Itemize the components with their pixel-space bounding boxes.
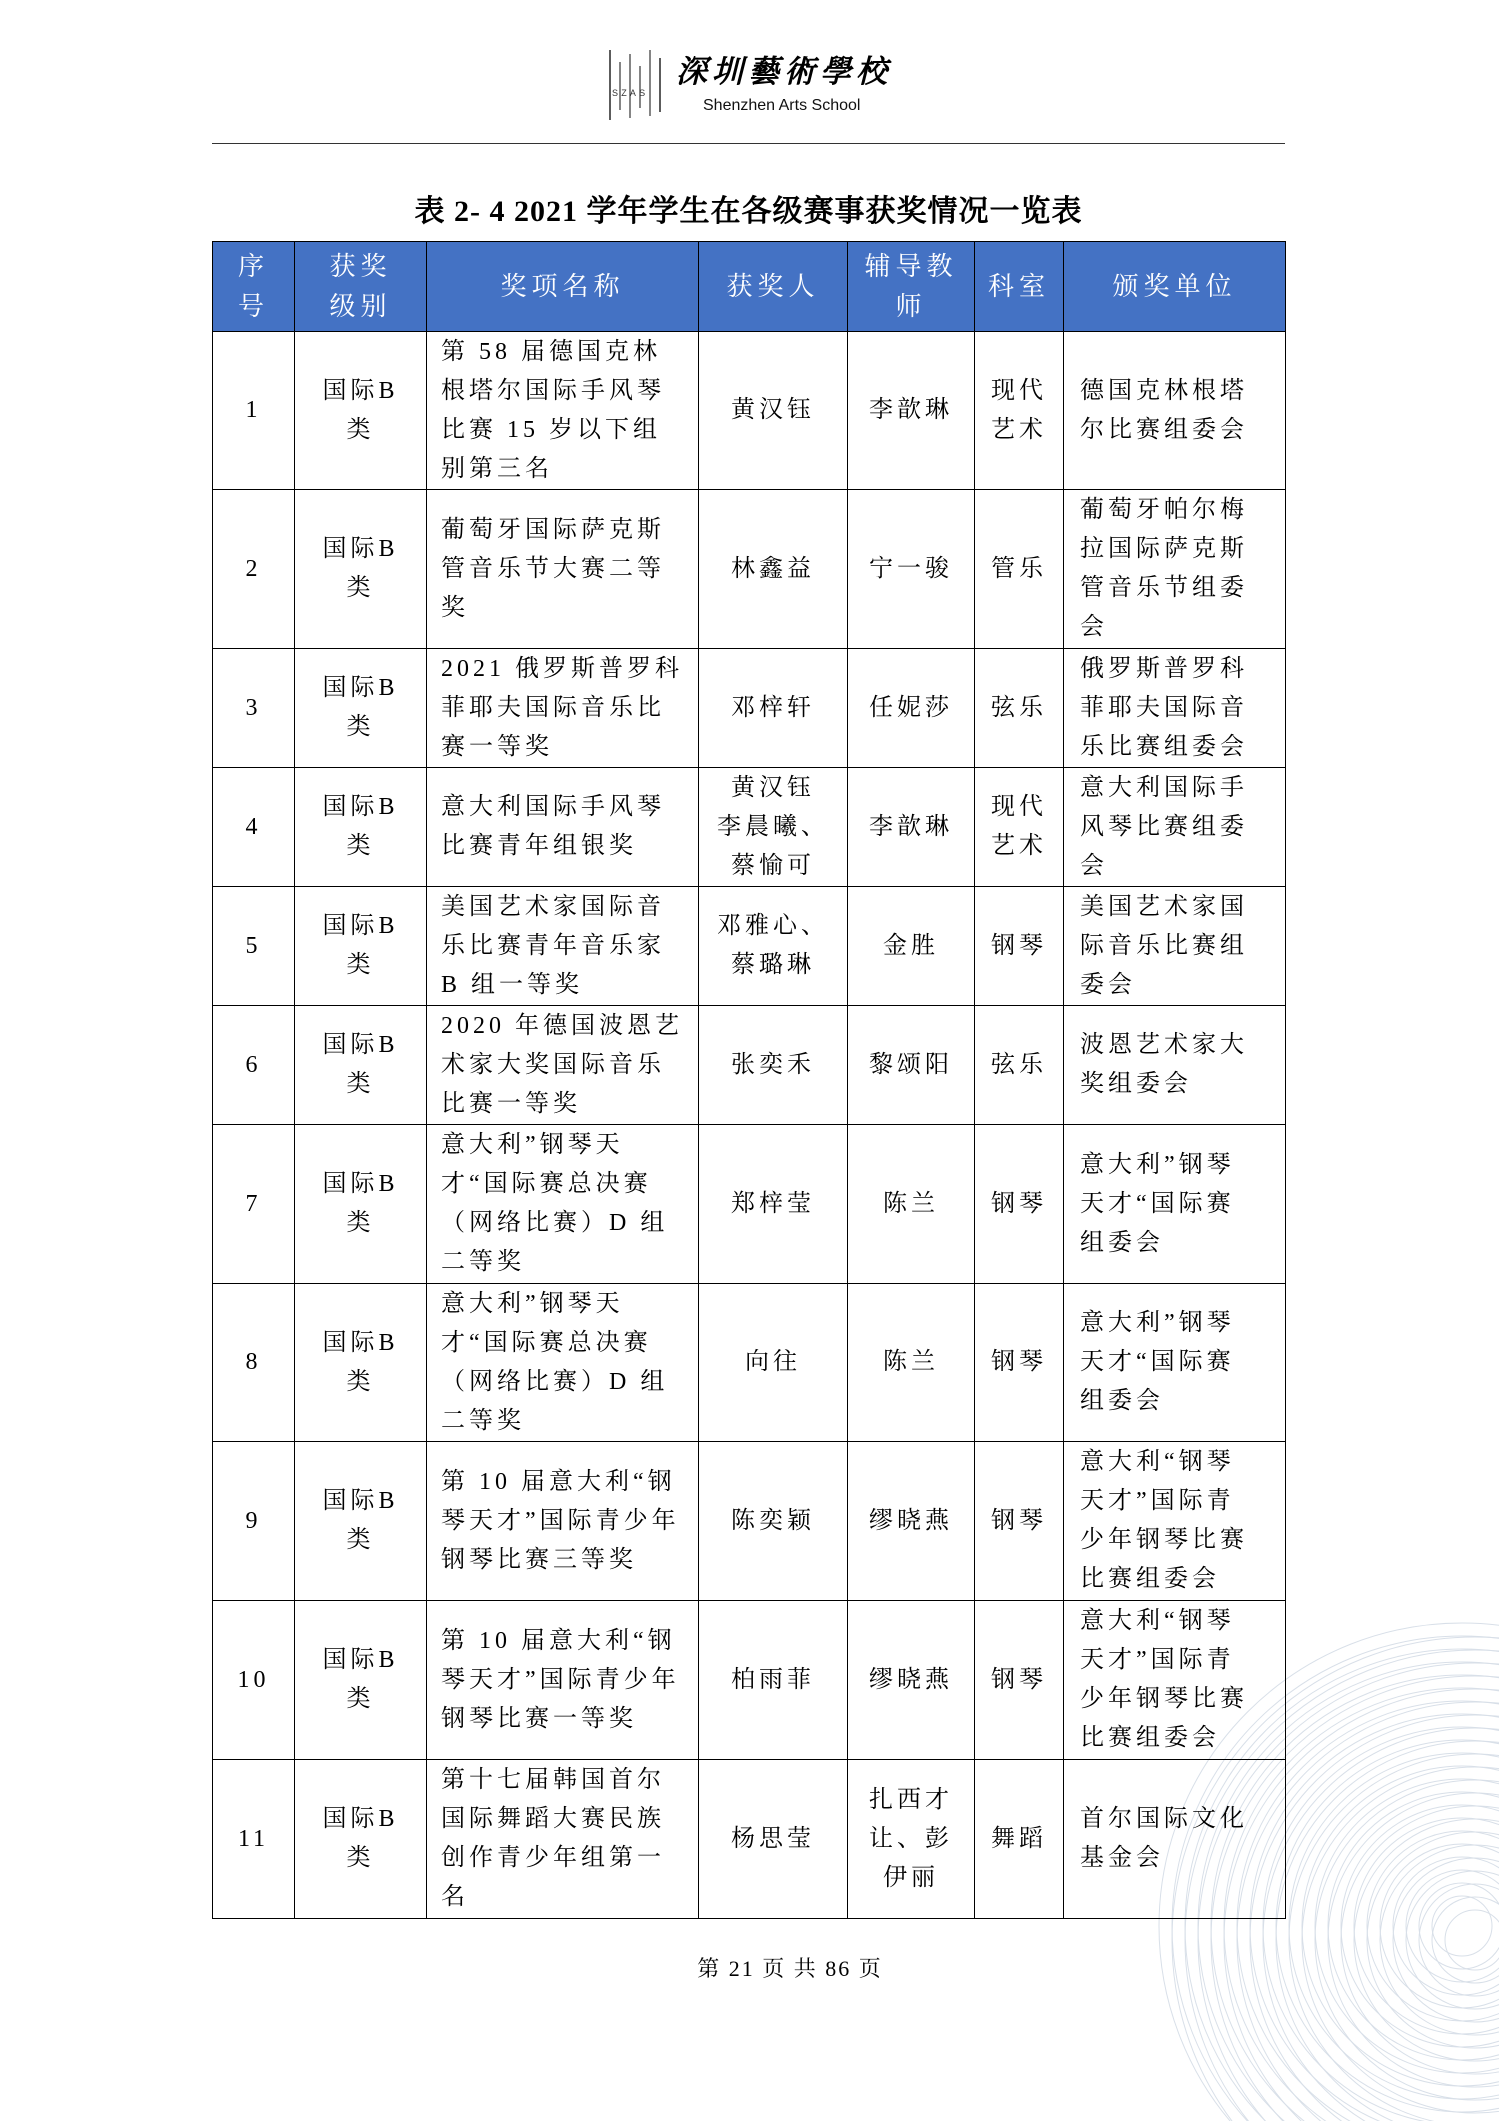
issuing-body: 德国克林根塔尔比赛组委会 bbox=[1064, 332, 1286, 490]
award-level: 国际B类 bbox=[295, 1125, 427, 1284]
department: 管乐 bbox=[975, 490, 1064, 649]
teacher-name: 李歆琳 bbox=[848, 768, 975, 887]
issuing-body: 首尔国际文化基金会 bbox=[1064, 1760, 1286, 1919]
col-header-label: 科室 bbox=[987, 271, 1050, 301]
row-number: 7 bbox=[213, 1125, 295, 1284]
winner-name: 黄汉钰 bbox=[699, 332, 848, 490]
award-level: 国际B类 bbox=[295, 1760, 427, 1919]
col-header-label: 奖项名称 bbox=[500, 271, 625, 301]
logo-letters: SZAS bbox=[612, 88, 649, 98]
department: 现代艺术 bbox=[975, 332, 1064, 490]
row-number: 2 bbox=[213, 490, 295, 649]
award-level: 国际B类 bbox=[295, 1601, 427, 1760]
department: 现代艺术 bbox=[975, 768, 1064, 887]
award-level: 国际B类 bbox=[295, 649, 427, 768]
award-name: 第 10 届意大利“钢琴天才”国际青少年钢琴比赛一等奖 bbox=[427, 1601, 699, 1760]
award-level: 国际B类 bbox=[295, 1442, 427, 1601]
decor-ring bbox=[1432, 1896, 1492, 1956]
issuing-body: 意大利“钢琴天才”国际青少年钢琴比赛比赛组委会 bbox=[1064, 1601, 1286, 1760]
table-row bbox=[213, 649, 1286, 768]
row-number: 4 bbox=[213, 768, 295, 887]
table-row bbox=[213, 1284, 1286, 1442]
table-row bbox=[213, 1006, 1286, 1125]
award-name: 第十七届韩国首尔国际舞蹈大赛民族创作青少年组第一名 bbox=[427, 1760, 699, 1919]
school-name-english: Shenzhen Arts School bbox=[703, 97, 861, 114]
col-header-department bbox=[975, 242, 1064, 332]
award-level: 国际B类 bbox=[295, 1284, 427, 1442]
col-header-teacher bbox=[848, 242, 975, 332]
department: 钢琴 bbox=[975, 1601, 1064, 1760]
award-level: 国际B类 bbox=[295, 490, 427, 649]
teacher-name: 宁一骏 bbox=[848, 490, 975, 649]
teacher-name: 任妮莎 bbox=[848, 649, 975, 768]
table-row bbox=[213, 1760, 1286, 1919]
decor-ring bbox=[1406, 1871, 1499, 2009]
award-name: 2020 年德国波恩艺术家大奖国际音乐比赛一等奖 bbox=[427, 1006, 699, 1125]
row-number: 3 bbox=[213, 649, 295, 768]
row-number: 9 bbox=[213, 1442, 295, 1601]
table-row bbox=[213, 490, 1286, 649]
col-header-label: 辅导教师 bbox=[864, 251, 958, 321]
decor-ring bbox=[1341, 1806, 1499, 2074]
page-number: 第 21 页 共 86 页 bbox=[697, 1956, 883, 1981]
table-row bbox=[213, 1125, 1286, 1284]
header-divider bbox=[212, 143, 1285, 144]
decor-ring bbox=[1419, 1884, 1499, 1996]
award-name: 意大利国际手风琴比赛青年组银奖 bbox=[427, 768, 699, 887]
issuing-body: 葡萄牙帕尔梅拉国际萨克斯管音乐节组委会 bbox=[1064, 490, 1286, 649]
award-level: 国际B类 bbox=[295, 332, 427, 490]
winner-name: 郑梓莹 bbox=[699, 1125, 848, 1284]
decor-ring bbox=[1406, 1870, 1499, 1982]
issuing-body: 意大利“钢琴天才”国际青少年钢琴比赛比赛组委会 bbox=[1064, 1442, 1286, 1601]
teacher-name: 李歆琳 bbox=[848, 332, 975, 490]
school-logo-mark bbox=[608, 50, 664, 120]
teacher-name: 缪晓燕 bbox=[848, 1601, 975, 1760]
winner-name: 张奕禾 bbox=[699, 1006, 848, 1125]
col-header-issuer bbox=[1064, 242, 1286, 332]
col-header-label: 获奖级别 bbox=[329, 251, 392, 321]
issuing-body: 美国艺术家国际音乐比赛组委会 bbox=[1064, 887, 1286, 1006]
table-body bbox=[213, 332, 1286, 1919]
school-name-chinese: 深圳藝術學校 bbox=[676, 54, 892, 90]
award-level: 国际B类 bbox=[295, 1006, 427, 1125]
teacher-name: 黎颂阳 bbox=[848, 1006, 975, 1125]
department: 弦乐 bbox=[975, 1006, 1064, 1125]
table-header-row bbox=[213, 242, 1286, 332]
col-header-label: 获奖人 bbox=[726, 271, 820, 301]
teacher-name: 缪晓燕 bbox=[848, 1442, 975, 1601]
col-header-award-name bbox=[427, 242, 699, 332]
department: 钢琴 bbox=[975, 1442, 1064, 1601]
table-row bbox=[213, 332, 1286, 490]
teacher-name: 金胜 bbox=[848, 887, 975, 1006]
row-number: 11 bbox=[213, 1760, 295, 1919]
awards-table bbox=[212, 241, 1285, 1919]
winner-name: 杨思莹 bbox=[699, 1760, 848, 1919]
decor-ring bbox=[1276, 1740, 1499, 2112]
winner-name: 黄汉钰 李晨曦、蔡愉可 bbox=[699, 768, 848, 887]
award-name: 意大利”钢琴天才“国际赛总决赛（网络比赛）D 组二等奖 bbox=[427, 1125, 699, 1284]
award-name: 2021 俄罗斯普罗科菲耶夫国际音乐比赛一等奖 bbox=[427, 649, 699, 768]
winner-name: 邓雅心、蔡璐琳 bbox=[699, 887, 848, 1006]
department: 钢琴 bbox=[975, 887, 1064, 1006]
table-row bbox=[213, 887, 1286, 1006]
row-number: 1 bbox=[213, 332, 295, 490]
winner-name: 林鑫益 bbox=[699, 490, 848, 649]
issuing-body: 意大利国际手风琴比赛组委会 bbox=[1064, 768, 1286, 887]
col-header-label: 颁奖单位 bbox=[1112, 271, 1237, 301]
decor-ring bbox=[1354, 1819, 1499, 2061]
winner-name: 陈奕颖 bbox=[699, 1442, 848, 1601]
row-number: 6 bbox=[213, 1006, 295, 1125]
award-name: 第 10 届意大利“钢琴天才”国际青少年钢琴比赛三等奖 bbox=[427, 1442, 699, 1601]
department: 钢琴 bbox=[975, 1284, 1064, 1442]
teacher-name: 陈兰 bbox=[848, 1284, 975, 1442]
department: 钢琴 bbox=[975, 1125, 1064, 1284]
col-header-label: 序号 bbox=[237, 251, 269, 321]
department: 弦乐 bbox=[975, 649, 1064, 768]
row-number: 10 bbox=[213, 1601, 295, 1760]
teacher-name: 陈兰 bbox=[848, 1125, 975, 1284]
issuing-body: 波恩艺术家大奖组委会 bbox=[1064, 1006, 1286, 1125]
winner-name: 邓梓轩 bbox=[699, 649, 848, 768]
decor-ring bbox=[1302, 1766, 1499, 2086]
award-level: 国际B类 bbox=[295, 768, 427, 887]
school-logo bbox=[600, 46, 900, 126]
col-header-winner bbox=[699, 242, 848, 332]
award-name: 第 58 届德国克林根塔尔国际手风琴比赛 15 岁以下组别第三名 bbox=[427, 332, 699, 490]
department: 舞蹈 bbox=[975, 1760, 1064, 1919]
table-title: 表 2- 4 2021 学年学生在各级赛事获奖情况一览表 bbox=[414, 195, 1083, 228]
row-number: 8 bbox=[213, 1284, 295, 1442]
award-level: 国际B类 bbox=[295, 887, 427, 1006]
issuing-body: 意大利”钢琴天才“国际赛组委会 bbox=[1064, 1284, 1286, 1442]
col-header-number bbox=[213, 242, 295, 332]
row-number: 5 bbox=[213, 887, 295, 1006]
award-name: 葡萄牙国际萨克斯管音乐节大赛二等奖 bbox=[427, 490, 699, 649]
winner-name: 柏雨菲 bbox=[699, 1601, 848, 1760]
winner-name: 向往 bbox=[699, 1284, 848, 1442]
col-header-award-level bbox=[295, 242, 427, 332]
award-name: 美国艺术家国际音乐比赛青年音乐家 B 组一等奖 bbox=[427, 887, 699, 1006]
table-row bbox=[213, 1601, 1286, 1760]
issuing-body: 意大利”钢琴天才“国际赛组委会 bbox=[1064, 1125, 1286, 1284]
issuing-body: 俄罗斯普罗科菲耶夫国际音乐比赛组委会 bbox=[1064, 649, 1286, 768]
table-row bbox=[213, 1442, 1286, 1601]
award-name: 意大利”钢琴天才“国际赛总决赛（网络比赛）D 组二等奖 bbox=[427, 1284, 699, 1442]
table-row bbox=[213, 768, 1286, 887]
teacher-name: 扎西才让、彭伊丽 bbox=[848, 1760, 975, 1919]
decor-ring bbox=[1367, 1832, 1499, 2048]
